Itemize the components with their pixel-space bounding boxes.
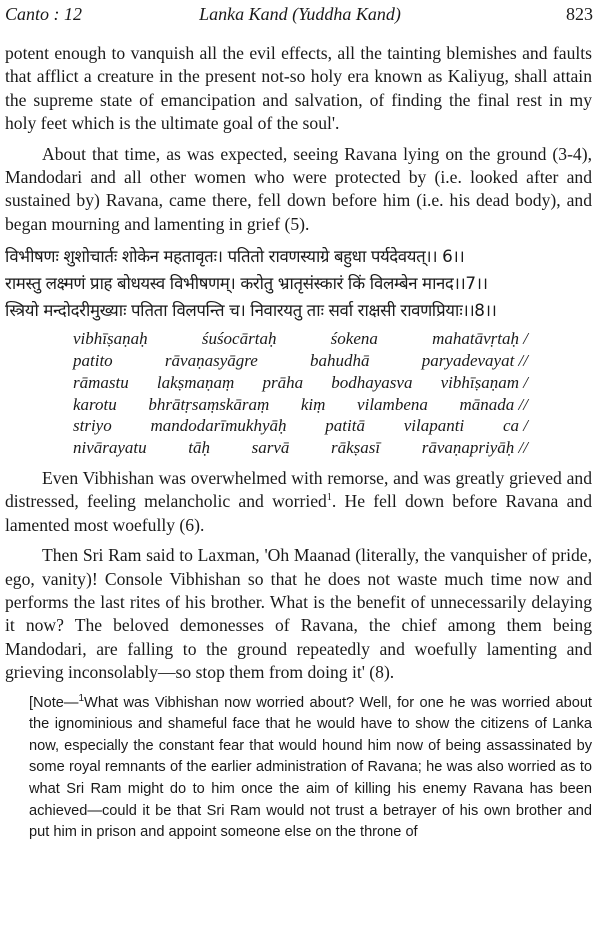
footnote-marker: 1 — [326, 492, 332, 504]
translit-word: bodhayasva — [331, 372, 413, 392]
translit-word: kiṃ — [300, 394, 326, 414]
translit-word: mandodarīmukhyāḥ — [150, 416, 287, 436]
translit-word: paryadevayat // — [421, 351, 528, 371]
sanskrit-verse-7: रामस्तु लक्ष्मणं प्राह बोधयस्व विभीषणम्। करोतु भ्रातृसंस्कारं किं विलम्बेन मानद।।7।। — [5, 273, 488, 294]
translit-word: karotu — [73, 394, 117, 414]
translit-word: patito — [73, 351, 113, 371]
translit-word: śokena — [330, 329, 378, 349]
note-marker: 1 — [78, 692, 85, 704]
paragraph-1: potent enough to vanquish all the evil effects, all the tainting blemishes and faults that afflict a creature in the present not-so holy era known as Kaliyug, shall attain the supreme state of emancipation and salvation, of finding the final rest in my holy feet which is the ultimate goal of the soul'. — [5, 43, 592, 134]
translit-word: nivārayatu — [73, 438, 147, 458]
translit-word: mahatāvṛtaḥ / — [432, 329, 528, 349]
running-header — [5, 4, 595, 28]
paragraph-4: Then Sri Ram said to Laxman, 'Oh Maanad (literally, the vanquisher of pride, ego, vanity)! Console Vibhishan so that he does not waste much time now and performs the last rites of his brother. What is the benefit of unnecessarily delaying it now? The beloved demonesses of Ravana, the chief among them being Mandodari, are falling to the ground repeatedly and woefully lamenting and grieving inconsolably—so stop them from doing it' (8). — [5, 545, 592, 683]
translit-line — [73, 394, 528, 416]
paragraph-3-text-cont: . He fell down before Ravana and lamented most woefully (6). — [5, 491, 592, 535]
canto-label: Canto : 12 — [5, 4, 83, 24]
footnote — [29, 693, 592, 844]
translit-line — [73, 328, 528, 350]
page-number: 823 — [566, 4, 593, 24]
translit-word: striyo — [73, 416, 112, 436]
translit-word: tāḥ — [188, 438, 210, 458]
translit-word: bhrātṛsaṃskāraṃ — [148, 394, 270, 414]
paragraph-3-text: Even Vibhishan was overwhelmed with remorse, and was greatly grieved and distressed, feeling melancholic and worried — [5, 468, 592, 512]
translit-word: vilambena — [357, 394, 428, 414]
paragraph-2: About that time, as was expected, seeing Ravana lying on the ground (3-4), Mandodari and all other women who were protected by (i.e. looked after and sustained by) Ravana, came there, fell down before him (i.e. his dead body), and began mourning and lamenting in grief (5). — [5, 143, 592, 234]
translit-line — [73, 350, 528, 372]
translit-word: rākṣasī — [331, 438, 381, 458]
translit-word: rāvaṇapriyāḥ // — [421, 438, 528, 458]
translit-word: prāha — [262, 372, 304, 392]
translit-line — [73, 372, 528, 394]
translit-word: rāvaṇasyāgre — [164, 351, 258, 371]
paragraph-3 — [5, 467, 592, 537]
sanskrit-verse-8: स्त्रियो मन्दोदरीमुख्याः पतिता विलपन्ति च। निवारयतु ताः सर्वा राक्षसी रावणप्रियाः।।8।। — [5, 300, 497, 321]
header-title: Lanka Kand (Yuddha Kand) — [199, 4, 401, 24]
translit-line — [73, 437, 528, 459]
page-body — [5, 42, 592, 844]
translit-word: rāmastu — [73, 372, 129, 392]
translit-word: bahudhā — [310, 351, 370, 371]
transliteration-block — [73, 328, 528, 459]
note-text: What was Vibhishan now worried about? Well, for one he was worried about the ignominious and shameful face that he would have to show the citizens of Lanka now, especially the constant fear that would hound him now of being assassinated by some royal remnants of the earlier administration of Ravana; he was also worried as to what Sri Ram might do to him once the aim of killing his enemy Ravana has been achieved—could it be that Sri Ram would not trust a betrayer of his own brother and put him in prison and appoint someone else on the throne of — [29, 694, 592, 841]
translit-word: patitā — [325, 416, 365, 436]
note-opening: [Note— — [29, 694, 79, 711]
translit-line — [73, 415, 528, 437]
translit-word: lakṣmaṇaṃ — [156, 372, 235, 392]
sanskrit-verse-6: विभीषणः शुशोचार्तः शोकेन महतावृतः। पतितो रावणस्याग्रे बहुधा पर्यदेवयत्।। 6।। — [5, 246, 465, 267]
translit-word: mānada // — [459, 394, 528, 414]
sanskrit-verses — [5, 243, 592, 324]
translit-word: ca / — [502, 416, 528, 436]
translit-word: vibhīṣaṇam / — [440, 372, 528, 392]
translit-word: sarvā — [251, 438, 290, 458]
translit-word: vibhīṣaṇaḥ — [73, 329, 148, 349]
translit-word: vilapanti — [403, 416, 465, 436]
translit-word: śuśocārtaḥ — [201, 329, 277, 349]
